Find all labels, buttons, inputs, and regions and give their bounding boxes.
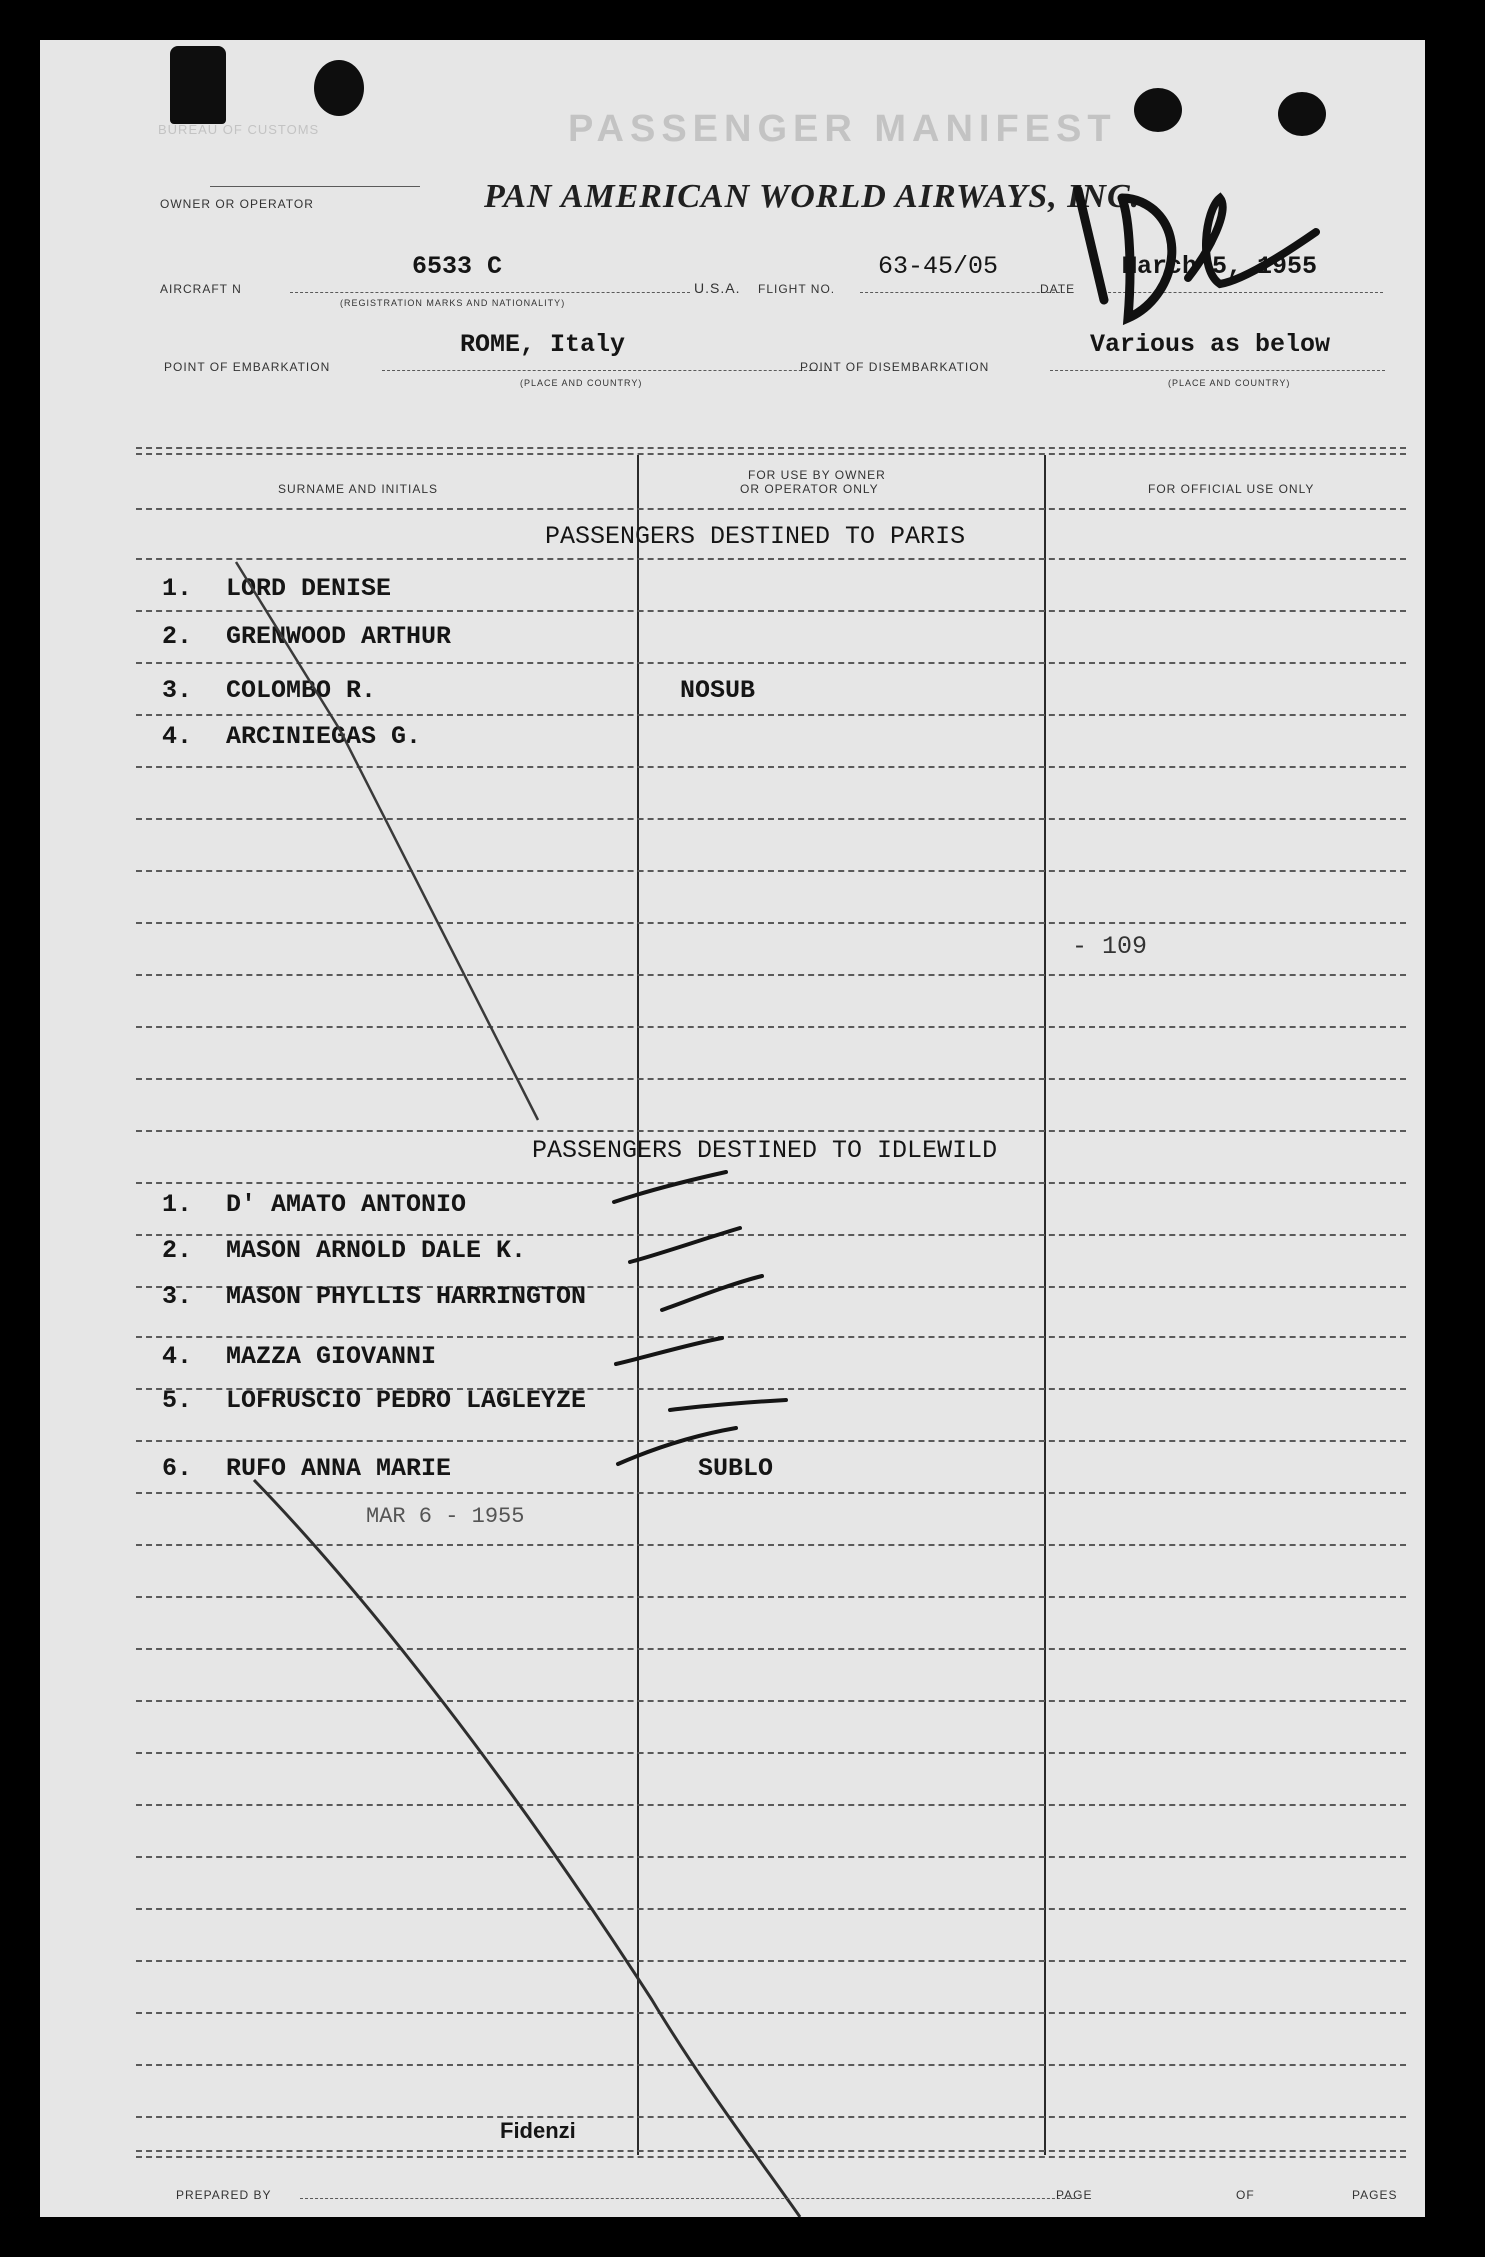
idlewild-row-5-name: LOFRUSCIO PEDRO LAGLEYZE [226, 1386, 587, 1415]
column-header-official: FOR OFFICIAL USE ONLY [1148, 482, 1315, 496]
paris-row-2-name: GRENWOOD ARTHUR [226, 622, 452, 651]
embarkation-sublabel: (PLACE AND COUNTRY) [520, 378, 643, 388]
prepared-by-label: PREPARED BY [176, 2188, 272, 2202]
aircraft-label: AIRCRAFT N [160, 282, 242, 296]
customs-stamp: BUREAU OF CUSTOMS [158, 122, 320, 137]
column-header-owner-1: FOR USE BY OWNER [748, 468, 886, 482]
disembarkation-value: Various as below [1090, 330, 1331, 359]
flight-number: 63-45/05 [878, 252, 999, 281]
paris-row-1-name: LORD DENISE [226, 574, 392, 603]
flight-label: FLIGHT NO. [758, 282, 836, 296]
disembarkation-label: POINT OF DISEMBARKATION [800, 360, 990, 374]
idlewild-row-3-name: MASON PHYLLIS HARRINGTON [226, 1282, 587, 1311]
flight-date: March 5, 1955 [1122, 252, 1318, 281]
column-header-owner-2: OR OPERATOR ONLY [740, 482, 879, 496]
paris-row-3-note: NOSUB [680, 676, 756, 705]
embarkation-value: ROME, Italy [460, 330, 626, 359]
idlewild-row-4-num: 4. [162, 1342, 193, 1371]
pages-label: PAGES [1352, 2188, 1398, 2202]
idlewild-row-4-name: MAZZA GIOVANNI [226, 1342, 437, 1371]
of-label: OF [1236, 2188, 1255, 2202]
owner-label: OWNER OR OPERATOR [160, 197, 314, 211]
column-header-surname: SURNAME AND INITIALS [278, 482, 439, 496]
disembarkation-sublabel: (PLACE AND COUNTRY) [1168, 378, 1291, 388]
paris-heading: PASSENGERS DESTINED TO PARIS [545, 522, 966, 551]
idlewild-row-3-num: 3. [162, 1282, 193, 1311]
usa-label: U.S.A. [694, 280, 741, 296]
idlewild-row-1-num: 1. [162, 1190, 193, 1219]
registration-value: 6533 C [412, 252, 503, 281]
manifest-page [40, 40, 1425, 2217]
idlewild-heading: PASSENGERS DESTINED TO IDLEWILD [532, 1136, 998, 1165]
preparer-name: Fidenzi [500, 2118, 576, 2143]
cancel-strokes [40, 40, 1425, 2217]
date-label: DATE [1040, 282, 1076, 296]
idlewild-row-5-num: 5. [162, 1386, 193, 1415]
paris-row-4-name: ARCINIEGAS G. [226, 722, 422, 751]
paris-row-3-name: COLOMBO R. [226, 676, 377, 705]
airline-name: PAN AMERICAN WORLD AIRWAYS, INC. [484, 178, 1141, 215]
embarkation-label: POINT OF EMBARKATION [164, 360, 331, 374]
official-mark: - 109 [1072, 932, 1148, 961]
paris-row-1-num: 1. [162, 574, 193, 603]
paris-row-4-num: 4. [162, 722, 193, 751]
paris-row-3-num: 3. [162, 676, 193, 705]
idlewild-row-6-num: 6. [162, 1454, 193, 1483]
form-title: PASSENGER MANIFEST [568, 108, 1117, 150]
idlewild-row-2-name: MASON ARNOLD DALE K. [226, 1236, 527, 1265]
idlewild-row-6-name: RUFO ANNA MARIE [226, 1454, 452, 1483]
paris-row-2-num: 2. [162, 622, 193, 651]
idlewild-row-1-name: D' AMATO ANTONIO [226, 1190, 467, 1219]
idlewild-row-6-note: SUBLO [698, 1454, 774, 1483]
registration-sublabel: (REGISTRATION MARKS AND NATIONALITY) [340, 298, 566, 308]
page-label: PAGE [1056, 2188, 1093, 2202]
date-stamp: MAR 6 - 1955 [366, 1504, 525, 1529]
idlewild-row-2-num: 2. [162, 1236, 193, 1265]
